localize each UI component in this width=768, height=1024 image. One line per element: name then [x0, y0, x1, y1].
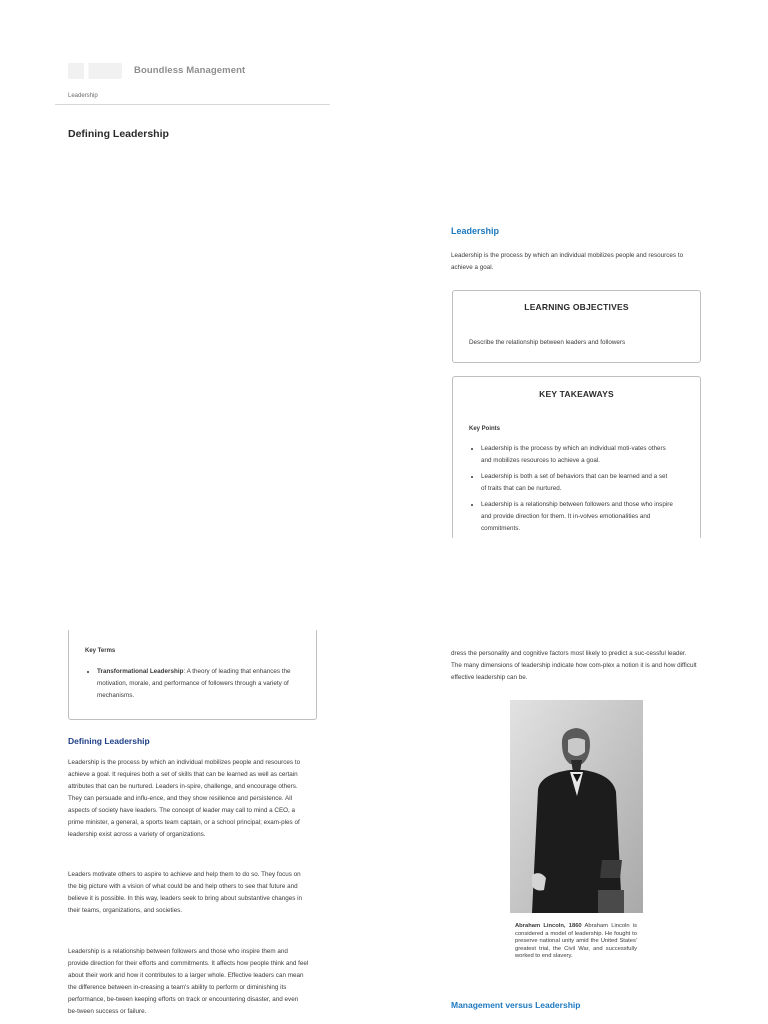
- lincoln-portrait-image: [510, 700, 643, 913]
- publisher-logo: [68, 63, 122, 79]
- key-terms-list: [85, 666, 297, 706]
- key-points-list: [469, 443, 673, 539]
- section-heading: Defining Leadership: [68, 736, 150, 746]
- book-title: Boundless Management: [134, 65, 246, 76]
- section-paragraph: Leadership is a relationship between followers and those who inspire them and provide direction for their efforts and commitments. It affects how people think and feel about their work and how it contributes to a larger whole. Effective leaders can mean the difference between in-creasing a team's ability to perform or diminishing its performance, be-tween keeping efforts on track or encountering disaster, and even be-tween success or failure.: [68, 948, 309, 1015]
- key-takeaways-title: KEY TAKEAWAYS: [539, 389, 614, 399]
- key-point: • Leadership is a relationship between followers and those who inspire and provide direction for them. It in-volves emotionalities and commitments.: [481, 499, 673, 535]
- key-takeaways-box: [452, 376, 701, 547]
- next-section-heading: Management versus Leadership: [451, 1000, 581, 1010]
- key-term-item: [97, 666, 297, 702]
- figure-caption-text: Abraham Lincoln is considered a model of leadership. He fought to preserve national unity amid the United States' greatest trial, the Civil War, and successfully worked to end slavery.: [515, 923, 637, 960]
- section-paragraph: Leaders motivate others to aspire to achieve and help them to do so. They focus on the big picture with a vision of what could be and help others to see that future and believe it is possible. In this way, leaders seek to bring about substantive changes in their teams, organizations, and societies.: [68, 871, 303, 914]
- key-terms-label: Key Terms: [85, 648, 116, 654]
- learning-objective-text: Describe the relationship between leaders and followers: [469, 339, 626, 346]
- key-point: • Leadership is both a set of behaviors that can be learned and a set of traits that can be nurtured.: [481, 471, 673, 495]
- key-points-label: Key Points: [469, 426, 501, 432]
- key-terms-box: [68, 630, 317, 720]
- key-term: Transformational Leadership: [97, 668, 184, 675]
- breadcrumb[interactable]: Leadership: [68, 93, 98, 99]
- page-title: Defining Leadership: [68, 128, 169, 140]
- page-break-mask: [448, 538, 704, 598]
- key-point: • Leadership is the process by which an individual moti-vates others and mobilizes resources to achieve a goal.: [481, 443, 673, 467]
- key-term-definition: : A theory of leading that enhances the motivation, morale, and performance of followers through a variety of mechanisms.: [97, 668, 291, 699]
- figure-caption-title: Abraham Lincoln, 1860: [515, 923, 582, 929]
- right-column-text: dress the personality and cognitive factors most likely to predict a suc-cessful leader. The many dimensions of leadership indicate how com-plex a notion it is and how difficult effective leadership can be.: [451, 650, 697, 681]
- figure-caption: [515, 923, 637, 961]
- header-divider: [55, 104, 330, 105]
- learning-objectives-title: LEARNING OBJECTIVES: [524, 302, 629, 312]
- learning-objectives-box: [452, 290, 701, 363]
- section-paragraph: Leadership is the process by which an individual mobilizes people and resources to achieve a goal. It requires both a set of skills that can be learned as well as certain attributes that can be nurtured. Leaders in-spire, challenge, and encourage others. They can persuade and influ-ence, and they show resilience and persistence. All aspects of society have leaders. The concept of leader may call to mind a CEO, a prime minister, a general, a sports team captain, or a school principal; exam-ples of leadership exist across a variety of organizations.: [68, 759, 301, 838]
- intro-heading: Leadership: [451, 226, 500, 236]
- intro-text: Leadership is the process by which an individual mobilizes people and resources to achieve a goal.: [451, 252, 684, 271]
